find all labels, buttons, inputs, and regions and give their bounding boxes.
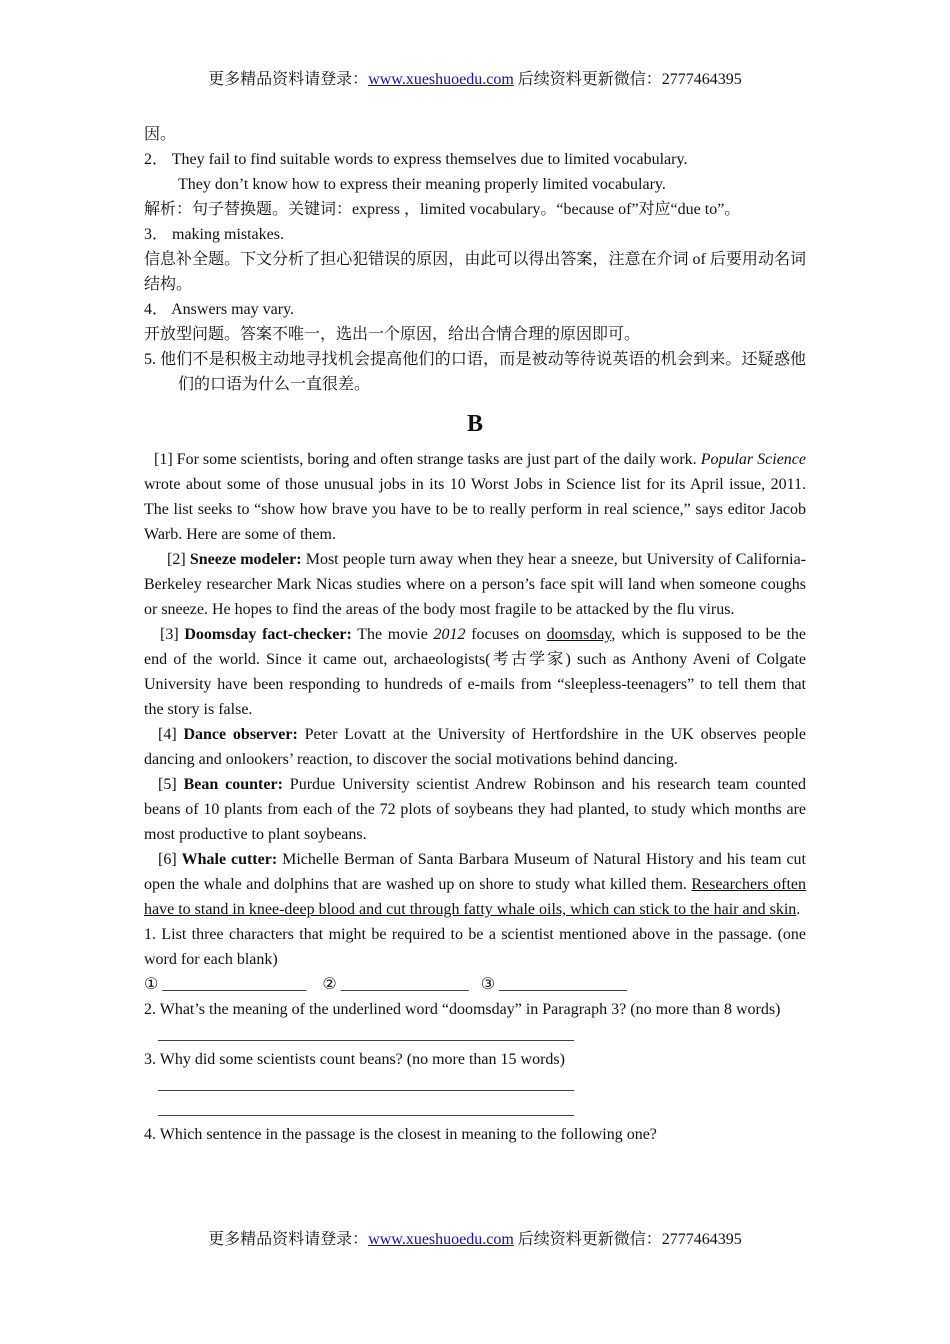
p3-italic: 2012 (433, 626, 466, 643)
p3-heading: Doomsday fact-checker: (184, 626, 352, 643)
p6-underlined-sentence: Researchers often have to stand in knee-deep blood and cut through fatty whale oils, which can stick to the hair and skin (144, 876, 806, 918)
p5-number: [5] (158, 776, 184, 793)
paragraph-1 (144, 447, 806, 547)
document-body (144, 122, 806, 1147)
p6-number: [6] (158, 851, 182, 868)
section-title: B (466, 411, 483, 437)
question-4: 4. Which sentence in the passage is the closest in meaning to the following one? (144, 1126, 657, 1143)
paragraph-6 (144, 847, 806, 922)
p2-number: [2] (167, 551, 190, 568)
p3-number: [3] (160, 626, 185, 643)
answer-2: 2． They fail to find suitable words to express themselves due to limited vocabulary. (144, 151, 688, 168)
p1-text-a: For some scientists, boring and often strange tasks are just part of the daily work. (172, 451, 701, 468)
page-header (0, 66, 950, 89)
p5-text: Purdue University scientist Andrew Robinson and his research team counted beans of 10 plants from each of the 72 plots of soybeans they had planted, to study which months are most productive to plant soybeans. (144, 776, 806, 843)
question-3: 3. Why did some scientists count beans? (no more than 15 words) (144, 1051, 565, 1068)
answer-continuation: 因。 (144, 126, 177, 143)
p3-text-c: , which is supposed to be the end of the world. Since it came out, archaeologists(考古学家) such as Anthony Aveni of Colgate University have been responding to hundreds of e-mails from “sleepless-teenagers” to tell them that the story is false. (144, 626, 807, 718)
answer-4: 4． Answers may vary. (144, 301, 295, 318)
question-1: 1. List three characters that might be required to be a scientist mentioned above in the passage. (one word for each blank) (144, 926, 806, 968)
answer-3: 3． making mistakes. (144, 226, 284, 243)
question-1-blanks[interactable]: ① __________________ ② ________________ ③ ________________ (144, 976, 628, 993)
footer-prefix: 更多精品资料请登录： (208, 1231, 369, 1248)
header-prefix: 更多精品资料请登录： (208, 71, 369, 88)
footer-suffix: 后续资料更新微信：2777464395 (513, 1231, 742, 1248)
p5-heading: Bean counter: (183, 776, 283, 793)
header-link[interactable]: www.xueshuoedu.com (368, 71, 514, 88)
p3-underlined-word: doomsday (546, 626, 612, 643)
p4-text: Peter Lovatt at the University of Hertfordshire in the UK observes people dancing and onlookers’ reaction, to discover the social motivations behind dancing. (144, 726, 807, 768)
p6-text: Michelle Berman of Santa Barbara Museum of Natural History and his team cut open the whale and dolphins that are washed up on shore to study what killed them. (144, 851, 807, 893)
answer-2-note: 解析：句子替换题。关键词：express ，limited vocabulary。“because of”对应“due to”。 (144, 201, 741, 218)
p4-number: [4] (158, 726, 184, 743)
answer-3-note: 信息补全题。下文分析了担心犯错误的原因，由此可以得出答案，注意在介词 of 后要用动名词结构。 (144, 251, 806, 293)
p6-heading: Whale cutter: (181, 851, 278, 868)
p3-text-b: focuses on (465, 626, 547, 643)
paragraph-2 (144, 547, 806, 622)
question-3-answer-line-2[interactable]: ____________________________________________________ (158, 1101, 574, 1118)
p2-heading: Sneeze modeler: (189, 551, 302, 568)
answer-4-note: 开放型问题。答案不唯一，选出一个原因，给出合情合理的原因即可。 (144, 326, 641, 343)
answer-5: 5. 他们不是积极主动地寻找机会提高他们的口语，而是被动等待说英语的机会到来。还疑惑他们的口语为什么一直很差。 (144, 351, 806, 393)
page-footer (0, 1226, 950, 1249)
footer-link[interactable]: www.xueshuoedu.com (368, 1231, 514, 1248)
p1-number: [1] (154, 451, 173, 468)
p2-text: Most people turn away when they hear a sneeze, but University of California-Berkeley researcher Mark Nicas studies where on a person’s face spit will land when someone coughs or sneeze. He hopes to find the areas of the body most fragile to be attacked by the flu virus. (144, 551, 807, 618)
header-suffix: 后续资料更新微信：2777464395 (513, 71, 742, 88)
p4-heading: Dance observer: (183, 726, 298, 743)
p3-text-a: The movie (351, 626, 434, 643)
p1-text-b: wrote about some of those unusual jobs in its 10 Worst Jobs in Science list for its April issue, 2011. The list seeks to “show how brave you have to be to really perform in real science,” says editor Jacob Warb. Here are some of them. (144, 476, 806, 543)
p6-end: . (796, 901, 801, 918)
paragraph-4 (144, 722, 806, 772)
question-3-answer-line-1[interactable]: ____________________________________________________ (158, 1076, 574, 1093)
question-2-answer-line[interactable]: ____________________________________________________ (158, 1026, 574, 1043)
p1-italic: Popular Science (700, 451, 807, 468)
paragraph-5 (144, 772, 806, 847)
answer-2-alt: They don’t know how to express their meaning properly limited vocabulary. (178, 176, 666, 193)
paragraph-3 (144, 622, 806, 722)
question-2: 2. What’s the meaning of the underlined word “doomsday” in Paragraph 3? (no more than 8 words) (144, 1001, 781, 1018)
